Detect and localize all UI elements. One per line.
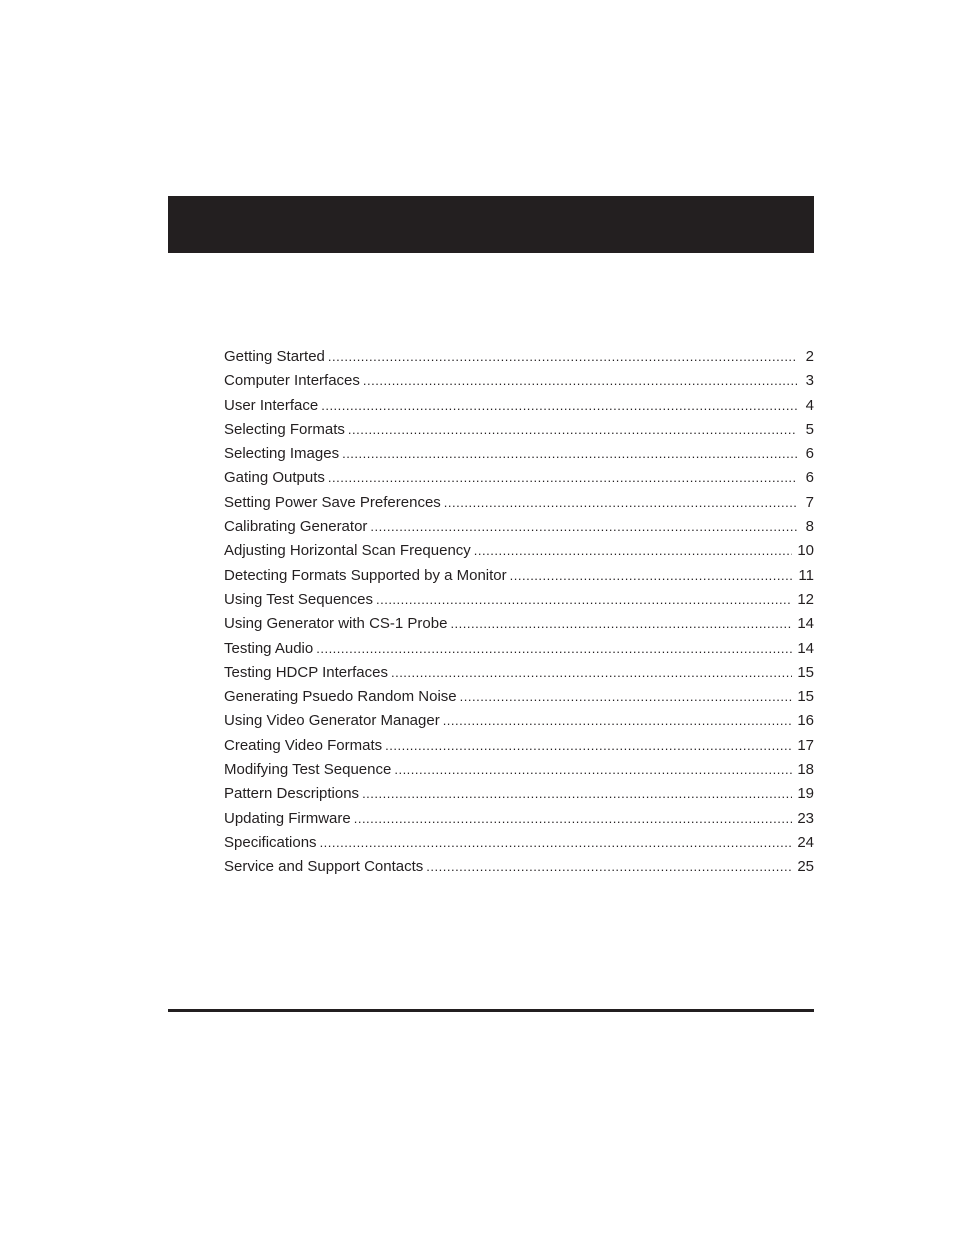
toc-dot-leader: [316, 637, 792, 661]
toc-dot-leader: [376, 588, 792, 612]
toc-page-number: 14: [797, 639, 814, 657]
toc-entry-title: Computer Interfaces: [224, 372, 360, 390]
toc-dot-leader: [328, 345, 797, 369]
toc-page-number: 19: [797, 785, 814, 803]
toc-entry-title: Selecting Images: [224, 445, 340, 463]
toc-dot-leader: [354, 807, 793, 831]
toc-page-number: 15: [797, 663, 814, 681]
toc-entry-selecting-formats[interactable]: [224, 418, 814, 442]
toc-dot-leader: [320, 831, 793, 855]
toc-dot-leader: [370, 515, 797, 539]
toc-entry-title: Using Generator with CS-1 Probe: [224, 615, 448, 633]
toc-entry-title: Testing Audio: [224, 639, 314, 657]
toc-page-number: 3: [805, 372, 814, 390]
toc-entry-title: Modifying Test Sequence: [224, 761, 392, 779]
toc-entry-calibrating-generator[interactable]: [224, 515, 814, 539]
toc-dot-leader: [426, 855, 792, 879]
toc-dot-leader: [510, 564, 794, 588]
toc-dot-leader: [348, 418, 797, 442]
toc-page-number: 2: [805, 348, 814, 365]
toc-page-number: 5: [805, 420, 814, 438]
toc-entry-title: Updating Firmware: [224, 809, 351, 827]
toc-entry-title: Gating Outputs: [224, 469, 325, 487]
toc-page-number: 7: [805, 493, 814, 511]
toc-entry-title: Testing HDCP Interfaces: [224, 663, 388, 681]
toc-dot-leader: [460, 685, 793, 709]
toc-entry-power-save-preferences[interactable]: [224, 491, 814, 515]
toc-page-number: 23: [797, 809, 814, 827]
toc-entry-title: Using Test Sequences: [224, 590, 373, 608]
toc-entry-computer-interfaces[interactable]: [224, 369, 814, 393]
header-bar: [168, 196, 814, 253]
toc-dot-leader: [321, 394, 797, 418]
footer-rule: [168, 1009, 814, 1012]
toc-page-number: 10: [797, 542, 814, 560]
toc-page-number: 15: [797, 688, 814, 706]
toc-entry-title: Calibrating Generator: [224, 518, 368, 536]
toc-dot-leader: [450, 612, 792, 636]
toc-entry-horizontal-scan-frequency[interactable]: [224, 539, 814, 563]
toc-entry-cs1-probe[interactable]: [224, 612, 814, 636]
toc-entry-detecting-formats[interactable]: [224, 564, 814, 588]
toc-dot-leader: [391, 661, 792, 685]
toc-entry-title: Detecting Formats Supported by a Monitor: [224, 566, 507, 584]
toc-entry-service-support-contacts[interactable]: [224, 855, 814, 879]
toc-entry-title: User Interface: [224, 396, 319, 414]
toc-page-number: 25: [797, 858, 814, 876]
toc-page-number: 8: [805, 518, 814, 536]
toc-entry-title: Creating Video Formats: [224, 736, 383, 754]
toc-entry-title: Using Video Generator Manager: [224, 712, 440, 730]
toc-entry-title: Selecting Formats: [224, 420, 345, 438]
toc-page-number: 12: [797, 590, 814, 608]
toc-dot-leader: [328, 466, 797, 490]
toc-entry-random-noise[interactable]: [224, 685, 814, 709]
toc-page-number: 6: [805, 469, 814, 487]
table-of-contents: [224, 345, 814, 880]
toc-entry-title: Setting Power Save Preferences: [224, 493, 441, 511]
toc-entry-title: Adjusting Horizontal Scan Frequency: [224, 542, 471, 560]
toc-dot-leader: [474, 539, 793, 563]
toc-page-number: 6: [805, 445, 814, 463]
toc-entry-pattern-descriptions[interactable]: [224, 782, 814, 806]
toc-dot-leader: [385, 734, 792, 758]
toc-dot-leader: [362, 782, 792, 806]
toc-entry-hdcp-interfaces[interactable]: [224, 661, 814, 685]
toc-entry-getting-started[interactable]: [224, 345, 814, 369]
toc-dot-leader: [444, 491, 797, 515]
toc-page-number: 14: [797, 615, 814, 633]
toc-entry-title: Service and Support Contacts: [224, 858, 424, 876]
toc-entry-user-interface[interactable]: [224, 394, 814, 418]
toc-page-number: 24: [797, 833, 814, 851]
toc-entry-testing-audio[interactable]: [224, 637, 814, 661]
toc-entry-test-sequences[interactable]: [224, 588, 814, 612]
toc-dot-leader: [363, 369, 797, 393]
toc-page-number: 11: [798, 566, 814, 584]
toc-page-number: 4: [805, 396, 814, 414]
toc-entry-selecting-images[interactable]: [224, 442, 814, 466]
toc-entry-title: Generating Psuedo Random Noise: [224, 688, 457, 706]
toc-dot-leader: [394, 758, 792, 782]
toc-entry-specifications[interactable]: [224, 831, 814, 855]
toc-entry-gating-outputs[interactable]: [224, 466, 814, 490]
toc-entry-title: Specifications: [224, 833, 317, 851]
toc-entry-title: Pattern Descriptions: [224, 785, 360, 803]
toc-page-number: 16: [797, 712, 814, 730]
toc-page-number: 17: [797, 736, 814, 754]
toc-page-number: 18: [797, 761, 814, 779]
toc-entry-creating-video-formats[interactable]: [224, 734, 814, 758]
toc-entry-title: Getting Started: [224, 348, 325, 365]
toc-dot-leader: [342, 442, 797, 466]
toc-entry-modifying-test-sequence[interactable]: [224, 758, 814, 782]
toc-dot-leader: [443, 709, 793, 733]
toc-entry-updating-firmware[interactable]: [224, 807, 814, 831]
toc-entry-video-generator-manager[interactable]: [224, 709, 814, 733]
